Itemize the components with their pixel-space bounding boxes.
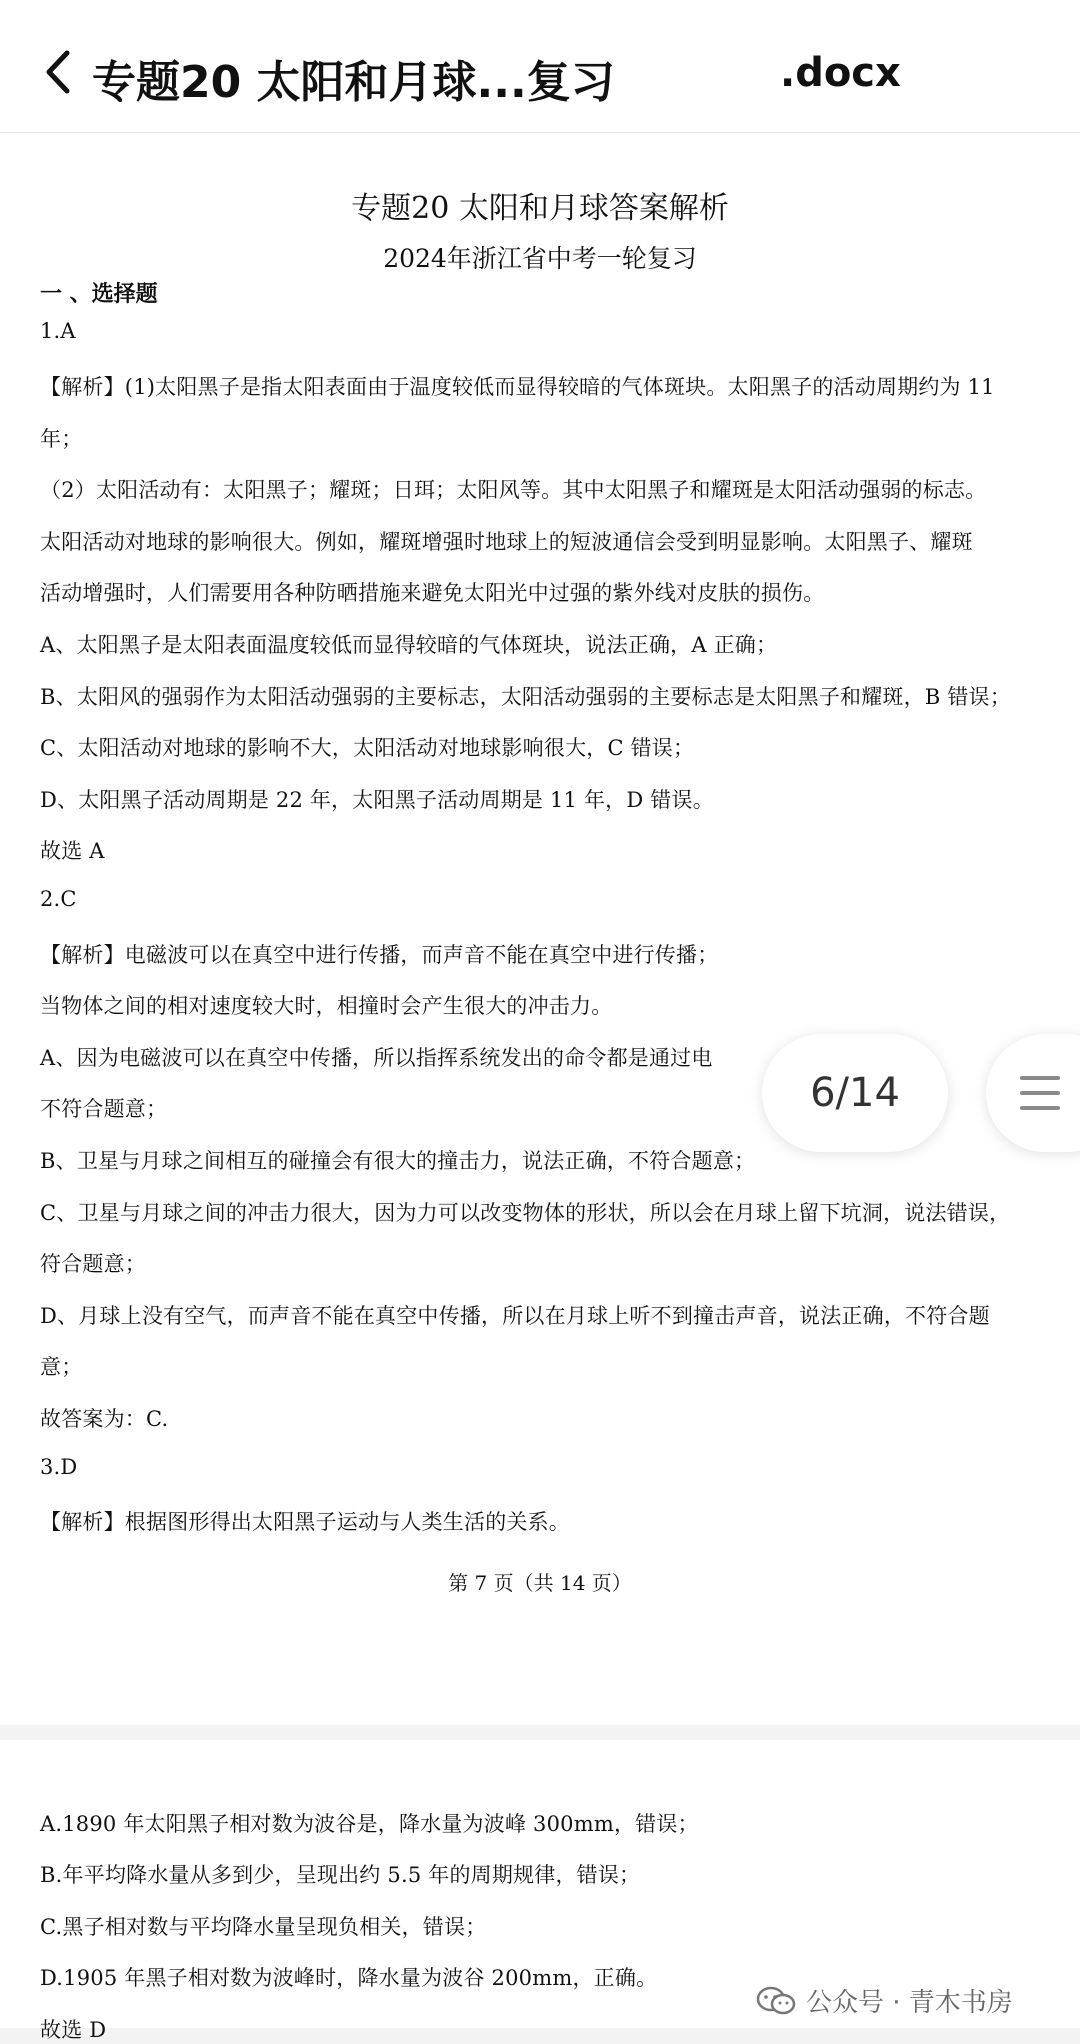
doc-heading: 专题20 太阳和月球答案解析 bbox=[351, 191, 729, 226]
top-bar bbox=[0, 0, 1080, 133]
text-line: D.1905 年黑子相对数为波峰时，降水量为波谷 200mm，正确。 bbox=[40, 1966, 658, 1990]
document-title: 专题20 太阳和月球...复习 bbox=[92, 57, 615, 108]
file-extension: .docx bbox=[780, 50, 901, 96]
text-line: 年； bbox=[40, 427, 83, 451]
text-line: 【解析】(1)太阳黑子是指太阳表面由于温度较低而显得较暗的气体斑块。太阳黑子的活动周期约为 11 bbox=[40, 375, 995, 399]
text-line: A、因为电磁波可以在真空中传播，所以指挥系统发出的命令都是通过电 bbox=[40, 1046, 713, 1070]
text-line: 故选 A bbox=[40, 839, 105, 863]
text-line: D、太阳黑子活动周期是 22 年，太阳黑子活动周期是 11 年，D 错误。 bbox=[40, 788, 714, 812]
text-line: C、太阳活动对地球的影响不大，太阳活动对地球影响很大，C 错误； bbox=[40, 736, 695, 760]
text-line: 符合题意； bbox=[40, 1252, 146, 1276]
text-line: 3.D bbox=[40, 1455, 78, 1479]
text-line: 故选 D bbox=[40, 2018, 107, 2042]
wechat-icon bbox=[756, 1986, 796, 2016]
text-line: 太阳活动对地球的影响很大。例如，耀斑增强时地球上的短波通信会受到明显影响。太阳黑子、耀斑 bbox=[40, 530, 973, 554]
page-footer: 第 7 页（共 14 页） bbox=[448, 1571, 632, 1595]
text-line: 【解析】根据图形得出太阳黑子运动与人类生活的关系。 bbox=[40, 1510, 570, 1534]
text-line: 2.C bbox=[40, 887, 77, 911]
text-line: 1.A bbox=[40, 319, 76, 343]
text-line: C、卫星与月球之间的冲击力很大，因为力可以改变物体的形状，所以会在月球上留下坑洞，说法错误， bbox=[40, 1201, 1011, 1225]
watermark bbox=[756, 1982, 1013, 2019]
text-line: 【解析】电磁波可以在真空中进行传播，而声音不能在真空中进行传播； bbox=[40, 943, 719, 967]
text-line: 故答案为：C. bbox=[40, 1407, 169, 1431]
page-indicator[interactable]: 6/14 bbox=[762, 1034, 948, 1152]
section-heading: 一 、选择题 bbox=[40, 282, 158, 307]
text-line: D、月球上没有空气，而声音不能在真空中传播，所以在月球上听不到撞击声音，说法正确，不符合题 bbox=[40, 1304, 990, 1328]
text-line: A.1890 年太阳黑子相对数为波谷是，降水量为波峰 300mm，错误； bbox=[40, 1812, 699, 1836]
text-line: B、卫星与月球之间相互的碰撞会有很大的撞击力，说法正确，不符合题意； bbox=[40, 1149, 756, 1173]
text-line: 当物体之间的相对速度较大时，相撞时会产生很大的冲击力。 bbox=[40, 994, 613, 1018]
text-line: 意； bbox=[40, 1355, 83, 1379]
watermark-text: 公众号 · 青木书房 bbox=[806, 1988, 1013, 2018]
text-line: A、太阳黑子是太阳表面温度较低而显得较暗的气体斑块，说法正确，A 正确； bbox=[40, 633, 778, 657]
doc-subheading: 2024年浙江省中考一轮复习 bbox=[383, 244, 697, 273]
document-page-7 bbox=[0, 133, 1080, 1725]
text-line: 活动增强时，人们需要用各种防晒措施来避免太阳光中过强的紫外线对皮肤的损伤。 bbox=[40, 581, 825, 605]
text-line: B、太阳风的强弱作为太阳活动强弱的主要标志，太阳活动强弱的主要标志是太阳黑子和耀斑，B 错误； bbox=[40, 685, 1011, 709]
text-line: B.年平均降水量从多到少，呈现出约 5.5 年的周期规律，错误； bbox=[40, 1863, 641, 1887]
text-line: 不符合题意； bbox=[40, 1097, 168, 1121]
chevron-left-icon bbox=[43, 49, 73, 95]
text-line: （2）太阳活动有：太阳黑子；耀斑；日珥；太阳风等。其中太阳黑子和耀斑是太阳活动强弱的标志。 bbox=[40, 478, 987, 502]
text-line: C.黑子相对数与平均降水量呈现负相关，错误； bbox=[40, 1915, 487, 1939]
back-button[interactable] bbox=[36, 42, 80, 102]
